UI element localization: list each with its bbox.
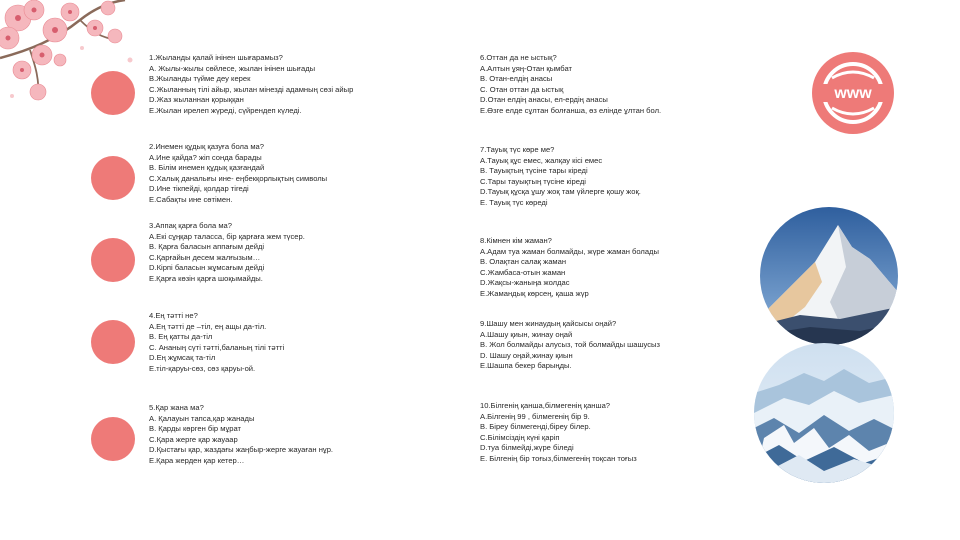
option: В. Тауықтың түсіне тары кіреді xyxy=(480,166,588,176)
option: Е.Жылан ирелеп жүреді, сүйрендеп күледі. xyxy=(149,105,302,115)
option: С.Қара жерге қар жауаар xyxy=(149,434,238,444)
option: А.Тауық құс емес, жалқау кісі емес xyxy=(480,155,603,165)
question-title: 9.Шашу мен жинаудың қайсысы оңай? xyxy=(480,319,617,328)
question-title: 6.Оттан да не ыстық? xyxy=(480,53,557,62)
option: Е. Білгенің бір тоғыз,білмегенің тоқсан тоғыз xyxy=(480,453,637,463)
option: А.Алтын ұяң-Отан қымбат xyxy=(480,63,572,73)
question-title: 2.Инемен құдық қазуға бола ма? xyxy=(149,142,264,151)
mountain-peak-photo xyxy=(760,207,898,345)
option: Е.Шашпа бекер барыңды. xyxy=(480,361,572,371)
question-title: 4.Ең тәтті не? xyxy=(149,311,198,320)
option: D.Тауық құсқа ұшу жоқ там үйлерге қошу жоқ. xyxy=(480,187,641,197)
option: В. Қарды көрген бір мұрат xyxy=(149,424,242,434)
option: D.Отан елдің анасы, ел-ердің анасы xyxy=(480,95,608,105)
bullet-dot-3 xyxy=(91,238,135,282)
question-title: 10.Білгенің қанша,білмегенің қанша? xyxy=(480,401,611,410)
option: С.Жамбаса-отын жаман xyxy=(480,267,566,277)
option: А. Қалауын тапса,қар жанады xyxy=(149,413,255,423)
option: D.Жаз жыланнан қорыққан xyxy=(149,95,244,105)
option: С.Қарғайын десем жалғызым… xyxy=(149,252,261,262)
option: А.Адам туа жаман болмайды, жүре жаман болады xyxy=(480,246,659,256)
option: D.Қыстағы қар, жаздағы жаңбыр-жерге жауаған нұр. xyxy=(149,445,334,455)
option: В. Қарға баласын аппағым дейді xyxy=(149,242,265,252)
question-title: 5.Қар жана ма? xyxy=(149,403,204,412)
question-5 xyxy=(149,403,333,467)
bullet-dot-4 xyxy=(91,320,135,364)
option: D. Шашу оңай,жинау қиын xyxy=(480,350,573,360)
option: D.Кірпі баласын жұмсағым дейді xyxy=(149,263,265,273)
option: С.Тары тауықтың түсіне кіреді xyxy=(480,176,586,186)
question-10 xyxy=(480,401,637,465)
option: В. Жол болмайды алусыз, той болмайды шашусыз xyxy=(480,340,660,350)
question-3 xyxy=(149,221,305,285)
question-2 xyxy=(149,142,327,206)
question-9 xyxy=(480,319,660,372)
question-title: 8.Кімнен кім жаман? xyxy=(480,236,552,245)
question-7 xyxy=(480,145,641,209)
option: D.Жақсы-жаныңа жолдас xyxy=(480,278,570,288)
option: А.Білгенің 99 , білмегенің бір 9. xyxy=(480,411,590,421)
option: В. Ең қатты да-тіл xyxy=(149,332,213,342)
question-8 xyxy=(480,236,659,300)
option: С. Ананың сүті тәтті,баланың тілі тәтті xyxy=(149,342,285,352)
option: С.Жыланның тілі айыр, жылан мінезді адамның сөзі айыр xyxy=(149,84,354,94)
option: Е.Сабақты ине сөтімен. xyxy=(149,194,233,204)
option: С.Білімсіздің күні қаріп xyxy=(480,432,560,442)
option: В. Білім инемен құдық қазғандай xyxy=(149,163,265,173)
option: В. Біреу білмегенді,біреу білер. xyxy=(480,422,591,432)
question-4 xyxy=(149,311,284,375)
option: А.Екі сұңқар таласса, бір қарғаға жем түсер. xyxy=(149,231,305,241)
option: D.Ең жұмсақ та-тіл xyxy=(149,353,216,363)
option: Е. Тауық түс көреді xyxy=(480,197,548,207)
option: А.Ең тәтті де –тіл, ең ащы да-тіл. xyxy=(149,321,267,331)
option: С.Халық даналығы ине- еңбекқорлықтың символы xyxy=(149,173,328,183)
bullet-dot-5 xyxy=(91,417,135,461)
question-1 xyxy=(149,53,353,117)
question-6 xyxy=(480,53,661,117)
option: Е.тіл-қаруы-сөз, сөз қаруы-ой. xyxy=(149,363,256,373)
option: В.Жыланды түйме деу керек xyxy=(149,74,251,84)
bullet-dot-1 xyxy=(91,71,135,115)
option: Е.Өзге елде сұлтан болғанша, өз елінде ұлтан бол. xyxy=(480,105,662,115)
www-label: www xyxy=(834,85,872,102)
option: D.туа білмейді,жүре біледі xyxy=(480,443,574,453)
option: А.Шашу қиын, жинау оңай xyxy=(480,329,573,339)
option: А. Жылы-жылы сөйлесе, жылан інінен шығады xyxy=(149,63,316,73)
bullet-dot-2 xyxy=(91,156,135,200)
question-title: 1.Жыланды қалай інінен шығарамыз? xyxy=(149,53,283,62)
option: В. Отан-елдің анасы xyxy=(480,74,553,84)
option: D.Ине тікпейді, қолдар тігеді xyxy=(149,184,249,194)
option: Е.Жамандық көрсең, қаша жүр xyxy=(480,288,589,298)
option: Е.Қара жерден қар кетер… xyxy=(149,455,245,465)
option: Е.Қарға көзін қарға шоқымайды. xyxy=(149,273,263,283)
option: С. Отан оттан да ыстық xyxy=(480,84,564,94)
www-globe-icon xyxy=(812,52,894,134)
question-title: 3.Аппақ қарға бола ма? xyxy=(149,221,232,230)
option: В. Олақтан салақ жаман xyxy=(480,257,567,267)
snowy-mountains-photo xyxy=(754,343,894,483)
option: А.Ине қайда? жіп сонда барады xyxy=(149,152,262,162)
question-title: 7.Тауық түс көре ме? xyxy=(480,145,555,154)
